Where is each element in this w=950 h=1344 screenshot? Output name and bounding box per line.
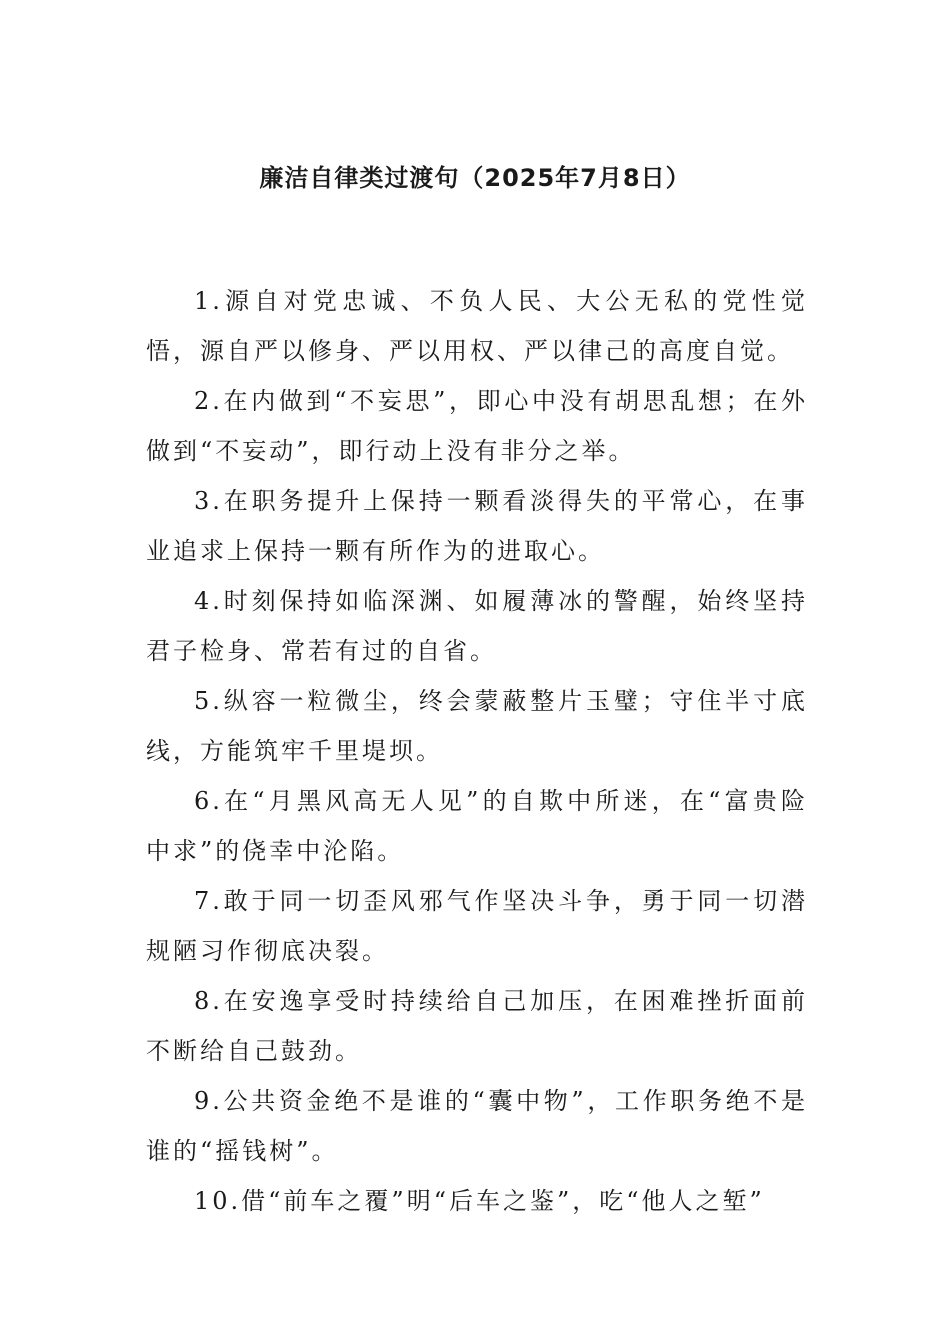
paragraph-6: 6.在“月黑风高无人见”的自欺中所迷，在“富贵险中求”的侥幸中沦陷。	[146, 787, 808, 865]
paragraph-4: 4.时刻保持如临深渊、如履薄冰的警醒，始终坚持君子检身、常若有过的自省。	[146, 587, 808, 665]
paragraph-5: 5.纵容一粒微尘，终会蒙蔽整片玉璧；守住半寸底线，方能筑牢千里堤坝。	[146, 687, 808, 765]
paragraph-2: 2.在内做到“不妄思”，即心中没有胡思乱想；在外做到“不妄动”，即行动上没有非分之举。	[146, 387, 808, 465]
document-title: 廉洁自律类过渡句（2025年7月8日）	[259, 164, 691, 192]
paragraph-7: 7.敢于同一切歪风邪气作坚决斗争，勇于同一切潜规陋习作彻底决裂。	[146, 887, 808, 965]
paragraph-8: 8.在安逸享受时持续给自己加压，在困难挫折面前不断给自己鼓劲。	[146, 987, 808, 1065]
paragraph-3: 3.在职务提升上保持一颗看淡得失的平常心，在事业追求上保持一颗有所作为的进取心。	[146, 487, 808, 565]
document-body	[146, 276, 808, 1226]
paragraph-1: 1.源自对党忠诚、不负人民、大公无私的党性觉悟，源自严以修身、严以用权、严以律己的高度自觉。	[146, 287, 808, 365]
paragraph-9: 9.公共资金绝不是谁的“囊中物”，工作职务绝不是谁的“摇钱树”。	[146, 1087, 808, 1165]
paragraph-10: 10.借“前车之覆”明“后车之鉴”，吃“他人之堑”	[194, 1187, 765, 1215]
